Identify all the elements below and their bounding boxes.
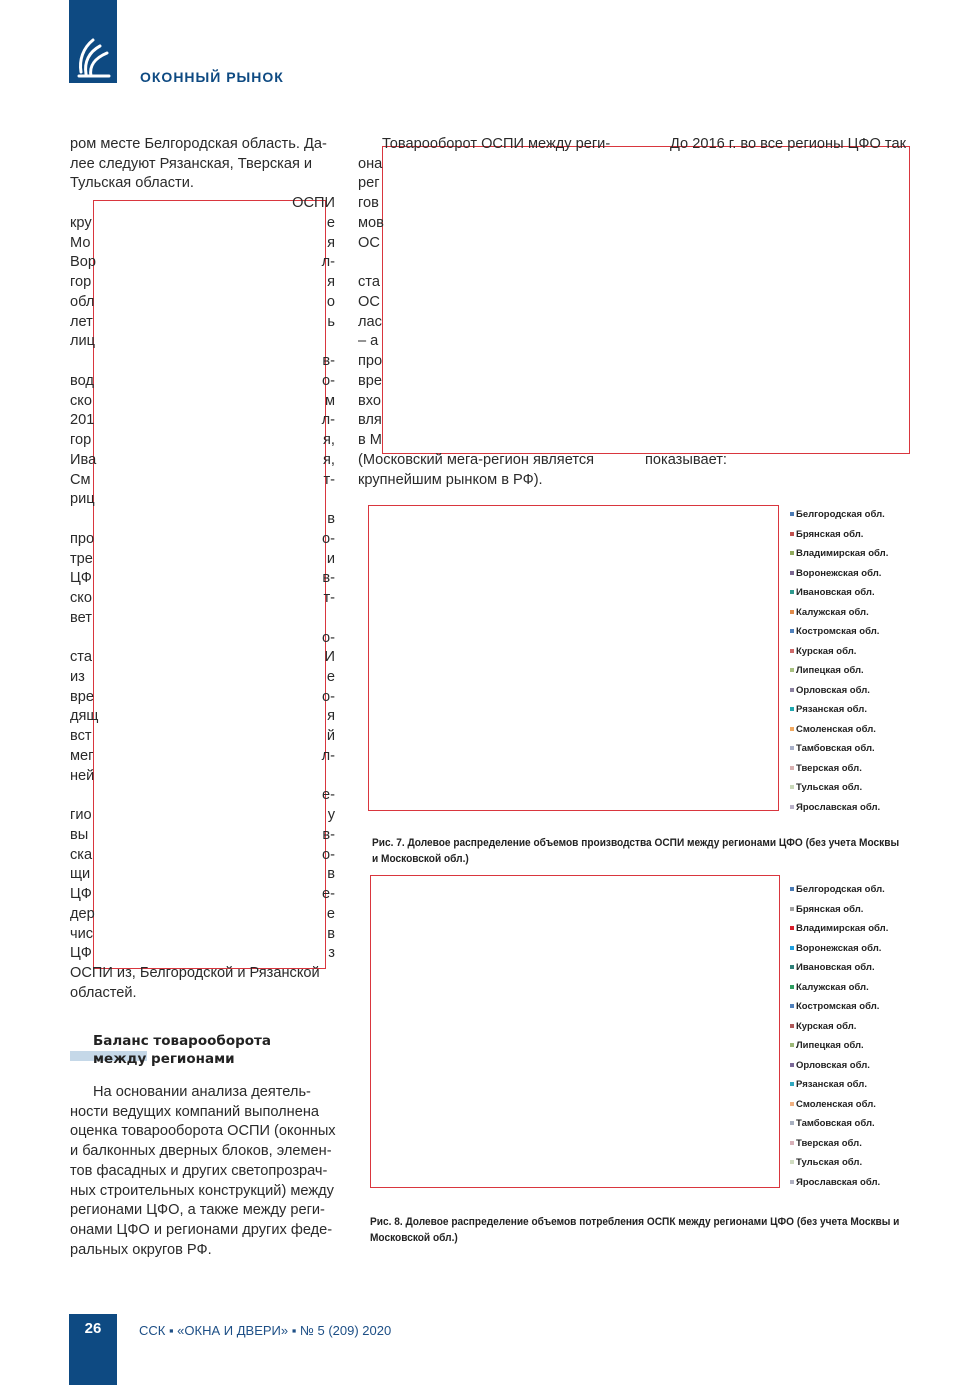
text-line (70, 825, 335, 845)
text-fragment: е- (322, 886, 335, 903)
text-line (70, 351, 335, 371)
text-line (70, 371, 335, 391)
text-fragment: м (324, 392, 335, 409)
legend-item (790, 903, 863, 917)
text-line (70, 1181, 335, 1201)
legend-swatch-icon (790, 688, 794, 692)
text-line (93, 1082, 335, 1102)
text-fragment: Мо (70, 234, 91, 251)
text-fragment: вля (358, 412, 382, 429)
text-fragment: гор (70, 432, 92, 449)
text-line (70, 884, 335, 904)
text-line (358, 233, 628, 253)
legend-swatch-icon (790, 1102, 794, 1106)
figure7-caption: Рис. 7. Долевое распределение объемов производства ОСПИ между регионами ЦФО (без учета Москвы и Московской обл.) (372, 837, 900, 865)
legend-label: Ярославская обл. (796, 1176, 881, 1188)
text-fragment: показывает: (645, 452, 727, 468)
text-line (70, 845, 335, 865)
legend-swatch-icon (790, 610, 794, 614)
text-fragment: л- (321, 747, 335, 764)
legend-label: Орловская обл. (796, 684, 870, 696)
text-fragment: ска (70, 846, 93, 863)
legend-swatch-icon (790, 707, 794, 711)
legend-item (790, 1039, 864, 1053)
legend-item (790, 1176, 880, 1190)
text-line (358, 470, 628, 490)
legend-item (790, 547, 888, 561)
text-line (70, 667, 335, 687)
figure7-chart-area (368, 505, 779, 811)
text-line (70, 963, 335, 983)
text-fragment: о- (322, 846, 335, 863)
legend-swatch-icon (790, 629, 794, 633)
text-line (70, 943, 335, 963)
legend-swatch-icon (790, 1180, 794, 1184)
text-line (645, 450, 885, 470)
text-fragment: в- (322, 570, 335, 587)
legend-label: Рязанская обл. (796, 1079, 867, 1090)
legend-item (790, 762, 862, 776)
text-fragment: мег (70, 747, 94, 764)
legend-swatch-icon (790, 907, 794, 911)
text-fragment: риц (70, 491, 95, 508)
text-fragment: ОСПИ (292, 195, 335, 212)
text-line (70, 1141, 335, 1161)
text-line (70, 706, 335, 726)
legend-swatch-icon (790, 571, 794, 575)
text-fragment: лас (358, 313, 382, 330)
legend-label: Орловская обл. (796, 1059, 870, 1071)
text-fragment: я, (323, 451, 335, 468)
text-fragment: я, (323, 432, 335, 449)
text-line (70, 766, 335, 786)
text-line (70, 1220, 335, 1240)
text-fragment: ОС (358, 293, 380, 310)
text-line (70, 430, 335, 450)
legend-swatch-icon (790, 805, 794, 809)
text-line (70, 331, 335, 351)
legend-item (790, 801, 880, 815)
legend-swatch-icon (790, 985, 794, 989)
text-fragment: рег (358, 175, 380, 192)
legend-swatch-icon (790, 551, 794, 555)
text-fragment: у (327, 807, 335, 824)
legend-label: Брянская обл. (796, 903, 864, 915)
text-line (70, 687, 335, 707)
text-line (70, 983, 335, 1003)
legend-label: Костромская обл. (796, 626, 880, 637)
text-fragment: онами ЦФО и регионами других феде- (70, 1222, 333, 1239)
text-line (70, 450, 335, 470)
text-fragment: кру (70, 214, 92, 231)
legend-label: Калужская обл. (796, 981, 869, 993)
text-fragment: вод (70, 372, 94, 389)
text-line (70, 608, 335, 628)
text-fragment: в- (322, 353, 335, 370)
text-fragment: е (326, 214, 335, 231)
text-line (70, 1240, 335, 1260)
text-fragment: вре (358, 372, 382, 389)
text-fragment: обл (70, 293, 95, 310)
text-fragment: крупнейшим рынком в РФ). (358, 471, 543, 488)
legend-item (790, 961, 875, 975)
legend-item (790, 1156, 862, 1170)
text-fragment: е (326, 668, 335, 685)
text-fragment: т- (323, 471, 335, 488)
legend-label: Курская обл. (796, 645, 857, 657)
text-fragment: чис (70, 925, 94, 942)
legend-swatch-icon (790, 766, 794, 770)
legend-label: Тамбовская обл. (796, 1118, 875, 1129)
legend-item (790, 981, 869, 995)
text-fragment: л- (321, 412, 335, 429)
text-fragment: про (70, 530, 95, 547)
text-fragment: Вор (70, 254, 96, 271)
legend-item (790, 781, 862, 795)
legend-label: Тверская обл. (796, 762, 862, 774)
legend-swatch-icon (790, 926, 794, 930)
text-line (70, 410, 335, 430)
text-line (70, 568, 335, 588)
text-fragment: тре (70, 550, 93, 567)
text-line (70, 529, 335, 549)
text-line (70, 252, 335, 272)
text-fragment: гио (70, 807, 92, 824)
text-fragment: ь (327, 313, 335, 330)
text-fragment: лет (70, 313, 93, 330)
text-line (70, 470, 335, 490)
text-fragment: про (358, 353, 383, 370)
text-fragment: вы (70, 826, 89, 843)
text-line (70, 213, 335, 233)
text-fragment: й (326, 728, 335, 745)
text-line (70, 154, 335, 174)
text-fragment: регионами ЦФО, а также между реги- (70, 1202, 325, 1219)
text-fragment: вст (70, 728, 92, 745)
text-fragment: ско (70, 392, 92, 409)
text-line (70, 588, 335, 608)
legend-swatch-icon (790, 668, 794, 672)
text-line (670, 134, 910, 154)
legend-swatch-icon (790, 649, 794, 653)
text-fragment: в (327, 511, 335, 528)
legend-label: Курская обл. (796, 1020, 857, 1032)
figure8-caption: Рис. 8. Долевое распределение объемов потребления ОСПК между регионами ЦФО (без учета Москвы и Московской обл.) (370, 1216, 900, 1244)
text-fragment: ральных округов РФ. (70, 1241, 212, 1258)
text-fragment: ней (70, 767, 95, 784)
text-fragment: в- (322, 826, 335, 843)
legend-item (790, 1098, 876, 1112)
text-fragment: Тульская области. (70, 175, 194, 192)
text-line (70, 785, 335, 805)
legend-item (790, 567, 881, 581)
text-fragment: вхо (358, 392, 382, 409)
legend-label: Воронежская обл. (796, 942, 882, 954)
legend-swatch-icon (790, 1043, 794, 1047)
legend-swatch-icon (790, 1160, 794, 1164)
footer-publication: ССК ▪ «ОКНА И ДВЕРИ» ▪ № 5 (209) 2020 (139, 1323, 392, 1338)
legend-swatch-icon (790, 1082, 794, 1086)
legend-label: Липецкая обл. (796, 1040, 864, 1051)
text-fragment: и балконных дверных блоков, элемен- (70, 1143, 332, 1160)
text-fragment: из (70, 668, 85, 685)
text-fragment: ЦФ (70, 886, 92, 903)
text-fragment: ОС (358, 234, 380, 251)
text-fragment: л- (321, 254, 335, 271)
text-fragment: т- (323, 590, 335, 607)
legend-item (790, 625, 879, 639)
text-fragment: лиц (70, 333, 96, 350)
text-fragment: я (327, 234, 335, 251)
legend-label: Костромская обл. (796, 1001, 880, 1012)
text-line (358, 154, 628, 174)
legend-item (790, 508, 885, 522)
text-line (70, 549, 335, 569)
text-fragment: о- (322, 688, 335, 705)
text-fragment: о- (322, 372, 335, 389)
text-fragment: И (324, 649, 335, 666)
text-fragment: ОСПИ из, Белгородской и Рязанской (70, 965, 320, 982)
text-line (358, 331, 628, 351)
text-line (358, 410, 628, 430)
text-fragment: в М (358, 432, 382, 449)
text-line (70, 647, 335, 667)
text-line (70, 391, 335, 411)
text-line (70, 628, 335, 648)
text-line (70, 805, 335, 825)
text-line (70, 1161, 335, 1181)
text-line (358, 430, 628, 450)
text-fragment: Ива (70, 451, 97, 468)
text-fragment: оценка товарооборота ОСПИ (оконных (70, 1123, 336, 1140)
text-fragment: о- (322, 629, 335, 646)
legend-label: Тульская обл. (796, 1157, 863, 1168)
legend-swatch-icon (790, 512, 794, 516)
legend-item (790, 684, 870, 698)
text-line (70, 489, 335, 509)
legend-item (790, 1117, 875, 1131)
text-line (70, 1200, 335, 1220)
legend-item (790, 586, 875, 600)
text-fragment: ных строительных конструкций) между (70, 1182, 334, 1199)
section-title: ОКОННЫЙ РЫНОК (140, 69, 284, 85)
legend-item (790, 703, 867, 717)
text-fragment: и (326, 550, 335, 567)
text-fragment: з (328, 945, 335, 962)
text-line (358, 193, 628, 213)
text-fragment: До 2016 г. во все регионы ЦФО так (670, 136, 906, 152)
text-fragment: я (327, 274, 335, 291)
legend-label: Воронежская обл. (796, 567, 882, 579)
page-number: 26 (84, 1320, 102, 1337)
subheading-line: между регионами (93, 1051, 235, 1067)
text-line (70, 193, 335, 213)
legend-label: Тверская обл. (796, 1137, 862, 1149)
legend-swatch-icon (790, 785, 794, 789)
legend-swatch-icon (790, 965, 794, 969)
legend-item (790, 664, 864, 678)
text-fragment: мов (358, 214, 384, 231)
legend-swatch-icon (790, 1121, 794, 1125)
subheading (93, 1032, 271, 1068)
text-line (70, 134, 335, 154)
text-fragment: вре (70, 688, 94, 705)
magazine-logo-icon (69, 0, 117, 83)
legend-swatch-icon (790, 746, 794, 750)
text-fragment: (Московский мега-регион является (358, 451, 595, 468)
text-line (70, 746, 335, 766)
header-logo-block (69, 0, 117, 83)
text-line (70, 312, 335, 332)
subheading-line: Баланс товарооборота (93, 1033, 271, 1049)
legend-label: Ивановская обл. (796, 587, 875, 598)
legend-item (790, 883, 885, 897)
text-fragment: Товарооборот ОСПИ между реги- (382, 136, 611, 152)
legend-label: Тульская обл. (796, 782, 863, 793)
legend-item (790, 1137, 862, 1151)
text-fragment: в (327, 925, 335, 942)
text-line (358, 351, 628, 371)
text-line (358, 213, 628, 233)
text-line (70, 904, 335, 924)
figure8-chart-area (370, 875, 780, 1188)
text-line (358, 252, 628, 272)
text-fragment: См (70, 471, 91, 488)
legend-swatch-icon (790, 1063, 794, 1067)
text-fragment: лее следуют Рязанская, Тверская и (70, 155, 313, 172)
text-fragment: ЦФ (70, 570, 92, 587)
legend-swatch-icon (790, 727, 794, 731)
legend-label: Рязанская обл. (796, 704, 867, 715)
text-fragment: она (358, 155, 383, 172)
text-fragment: На основании анализа деятель- (93, 1084, 311, 1100)
legend-swatch-icon (790, 887, 794, 891)
legend-label: Тамбовская обл. (796, 743, 875, 754)
legend-label: Липецкая обл. (796, 665, 864, 676)
text-line (358, 312, 628, 332)
legend-label: Ивановская обл. (796, 962, 875, 973)
legend-item (790, 528, 863, 542)
legend-item (790, 1059, 870, 1073)
legend-label: Владимирская обл. (796, 548, 889, 559)
legend-item (790, 606, 869, 620)
text-line (358, 371, 628, 391)
legend-label: Смоленская обл. (796, 1098, 876, 1110)
legend-swatch-icon (790, 1004, 794, 1008)
text-line (358, 272, 628, 292)
text-fragment: гов (358, 195, 379, 212)
legend-label: Калужская обл. (796, 606, 869, 618)
legend-item (790, 922, 888, 936)
text-fragment: вет (70, 609, 92, 626)
legend-item (790, 742, 875, 756)
legend-item (790, 645, 856, 659)
text-fragment: дящ (70, 708, 99, 725)
text-fragment: ром месте Белгородская область. Да- (70, 136, 327, 152)
legend-item (790, 1020, 856, 1034)
legend-item (790, 1000, 879, 1014)
text-fragment: о (326, 293, 335, 310)
text-line (358, 450, 628, 470)
text-line (70, 726, 335, 746)
text-fragment: гор (70, 274, 92, 291)
text-line (70, 864, 335, 884)
text-line (70, 292, 335, 312)
text-line (70, 509, 335, 529)
legend-label: Ярославская обл. (796, 801, 881, 813)
legend-label: Белгородская обл. (796, 509, 885, 520)
text-fragment: дер (70, 905, 95, 922)
text-fragment: – а (358, 333, 379, 350)
text-fragment: тов фасадных и других светопрозрач- (70, 1162, 328, 1179)
text-fragment: о- (322, 530, 335, 547)
footer-page-block (69, 1314, 117, 1385)
legend-label: Брянская обл. (796, 528, 864, 540)
text-fragment: ста (70, 649, 92, 666)
text-fragment: областей. (70, 984, 137, 1001)
legend-swatch-icon (790, 1024, 794, 1028)
text-line (70, 1102, 335, 1122)
legend-swatch-icon (790, 532, 794, 536)
text-fragment: 201 (70, 412, 95, 429)
text-fragment: щи (70, 866, 91, 883)
text-fragment: ности ведущих компаний выполнена (70, 1103, 320, 1120)
text-fragment: ско (70, 590, 92, 607)
text-fragment: ста (358, 274, 380, 291)
text-fragment: в (327, 866, 335, 883)
legend-swatch-icon (790, 946, 794, 950)
text-line (358, 173, 628, 193)
text-line (70, 924, 335, 944)
text-line (70, 233, 335, 253)
text-line (70, 272, 335, 292)
text-fragment: я (327, 708, 335, 725)
text-fragment: ЦФ (70, 945, 92, 962)
text-line (382, 134, 652, 154)
text-line (70, 1121, 335, 1141)
legend-label: Владимирская обл. (796, 923, 889, 934)
text-line (70, 173, 335, 193)
text-line (358, 292, 628, 312)
legend-label: Белгородская обл. (796, 884, 885, 895)
legend-swatch-icon (790, 590, 794, 594)
legend-item (790, 1078, 867, 1092)
text-fragment: е (326, 905, 335, 922)
legend-swatch-icon (790, 1141, 794, 1145)
legend-item (790, 942, 881, 956)
legend-label: Смоленская обл. (796, 723, 876, 735)
legend-item (790, 723, 876, 737)
text-line (358, 391, 628, 411)
text-fragment: е- (322, 787, 335, 804)
